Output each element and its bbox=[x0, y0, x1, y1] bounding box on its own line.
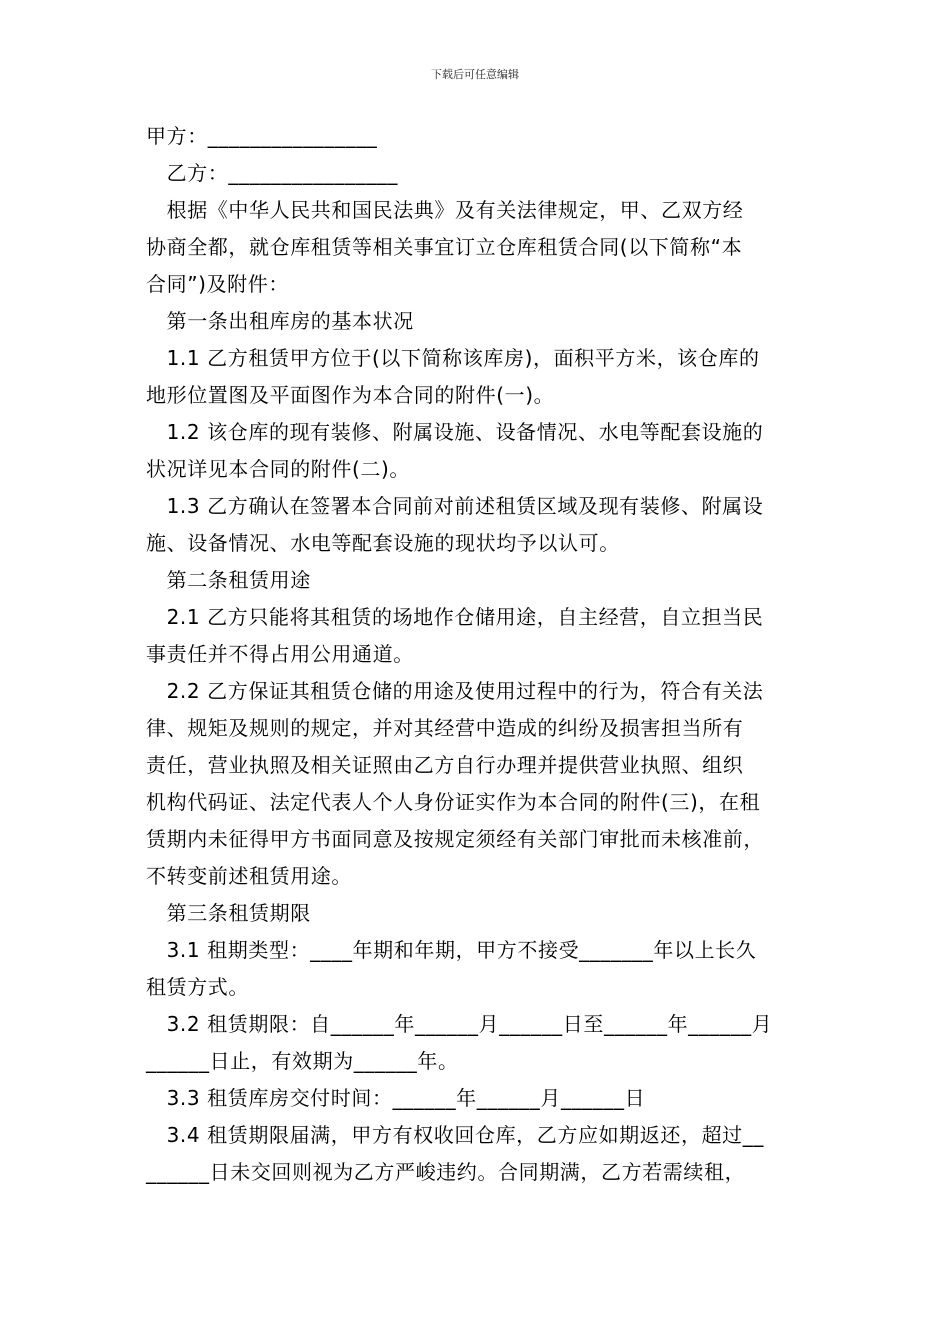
preamble-line: 合同”)及附件： bbox=[146, 272, 289, 296]
article-heading: 第三条租赁期限 bbox=[146, 901, 311, 925]
contract-body bbox=[146, 118, 818, 1191]
preamble-line: 根据《中华人民共和国民法典》及有关法律规定，甲、乙双方经 bbox=[146, 198, 744, 222]
party-a-line: 甲方：________________ bbox=[146, 124, 378, 148]
clause-line: ______日止，有效期为______年。 bbox=[146, 1049, 459, 1073]
clause-line: 3.4 租赁期限届满，甲方有权收回仓库，乙方应如期返还，超过__ bbox=[146, 1123, 764, 1147]
clause-line: 3.1 租期类型：____年期和年期，甲方不接受_______年以上长久 bbox=[146, 938, 757, 962]
clause-line: 地形位置图及平面图作为本合同的附件(一)。 bbox=[146, 383, 555, 407]
clause-line: 2.2 乙方保证其租赁仓储的用途及使用过程中的行为，符合有关法 bbox=[146, 679, 764, 703]
party-b-line: 乙方：________________ bbox=[146, 161, 398, 185]
page-header: 下载后可任意编辑 bbox=[431, 68, 519, 81]
clause-line: 律、规矩及规则的规定，并对其经营中造成的纠纷及损害担当所有 bbox=[146, 716, 744, 740]
clause-line: 事责任并不得占用公用通道。 bbox=[146, 642, 414, 666]
clause-line: 状况详见本合同的附件(二)。 bbox=[146, 457, 411, 481]
clause-line: 2.1 乙方只能将其租赁的场地作仓储用途，自主经营，自立担当民 bbox=[146, 605, 764, 629]
clause-line: 3.3 租赁库房交付时间：______年______月______日 bbox=[146, 1086, 646, 1110]
article-heading: 第二条租赁用途 bbox=[146, 568, 311, 592]
clause-line: 1.2 该仓库的现有装修、附属设施、设备情况、水电等配套设施的 bbox=[146, 420, 764, 444]
preamble-line: 协商全都，就仓库租赁等相关事宜订立仓库租赁合同(以下简称“本 bbox=[146, 235, 743, 259]
clause-line: ______日未交回则视为乙方严峻违约。合同期满，乙方若需续租， bbox=[146, 1160, 746, 1184]
clause-line: 3.2 租赁期限：自______年______月______日至______年______月 bbox=[146, 1012, 773, 1036]
clause-line: 机构代码证、法定代表人个人身份证实作为本合同的附件(三)，在租 bbox=[146, 790, 761, 814]
clause-line: 不转变前述租赁用途。 bbox=[146, 864, 352, 888]
clause-line: 赁期内未征得甲方书面同意及按规定须经有关部门审批而未核准前， bbox=[146, 827, 764, 851]
clause-line: 施、设备情况、水电等配套设施的现状均予以认可。 bbox=[146, 531, 620, 555]
clause-line: 1.3 乙方确认在签署本合同前对前述租赁区域及现有装修、附属设 bbox=[146, 494, 764, 518]
article-heading: 第一条出租库房的基本状况 bbox=[146, 309, 414, 333]
clause-line: 租赁方式。 bbox=[146, 975, 249, 999]
clause-line: 1.1 乙方租赁甲方位于(以下简称该库房)，面积平方米，该仓库的 bbox=[146, 346, 760, 370]
clause-line: 责任，营业执照及相关证照由乙方自行办理并提供营业执照、组织 bbox=[146, 753, 744, 777]
